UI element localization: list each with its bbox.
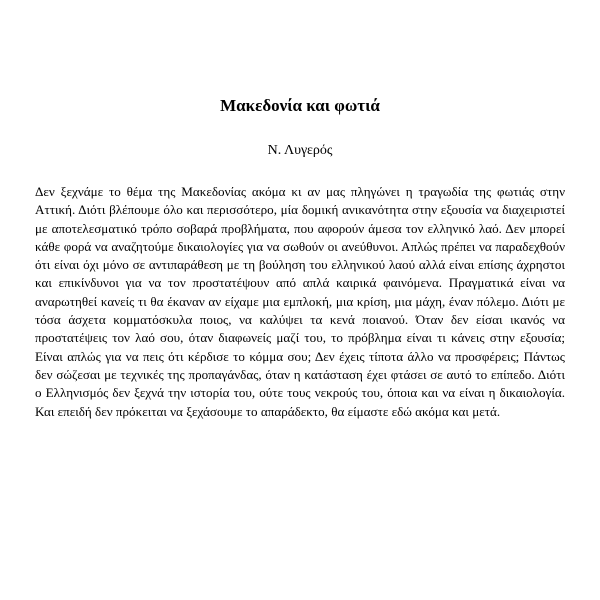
document-title: Μακεδονία και φωτιά: [220, 96, 380, 115]
document-author: Ν. Λυγερός: [267, 143, 333, 158]
document-body: Δεν ξεχνάμε το θέμα της Μακεδονίας ακόμα κι αν μας πληγώνει η τραγωδία της φωτιάς στην Αττική. Διότι βλέπουμε όλο και περισσότερο, μία δομική ανικανότητα στην εξουσία να διαχειριστεί με αποτελεσματικό τρόπο σοβαρά προβλήματα, που αφορούν άμεσα τον ελληνικό λαό. Δεν μπορεί κάθε φορά να αναζητούμε δικαιολογίες για να σωθούν οι ανεύθυνοι. Απλώς πρέπει να παραδεχθούν ότι είναι όχι μόνο σε αντιπαράθεση με τη βούληση του ελληνικού λαού αλλά είναι επίσης άχρηστοι και επικίνδυνοι για να τον προστατέψουν από απλά καιρικά φαινόμενα. Πραγματικά είναι να αναρωτηθεί κανείς τι θα έκαναν αν είχαμε μια εμπλοκή, μια κρίση, μια μάχη, έναν πόλεμο. Διότι με τόσα άσχετα κομματόσκυλα ποιος, να καλύψει τα κενά ποιανού. Όταν δεν είσαι ικανός να προστατέψεις τον λαό σου, όταν διαφωνείς μαζί του, το πρόβλημα είναι τι κάνεις στην εξουσία; Είναι απλώς για να πεις ότι κέρδισε το κόμμα σου; Δεν έχεις τίποτα άλλο να προσφέρεις; Πάντως δεν σώζεσαι με τεχνικές της προπαγάνδας, όταν η κατάσταση έχει φτάσει σε αυτό το επίπεδο. Διότι ο Ελληνισμός δεν ξεχνά την ιστορία του, ούτε τους νεκρούς του, όποια και να είναι η δικαιολογία. Και επειδή δεν πρόκειται να ξεχάσουμε το απαράδεκτο, θα είμαστε εδώ ακόμα και μετά.: [35, 184, 565, 419]
